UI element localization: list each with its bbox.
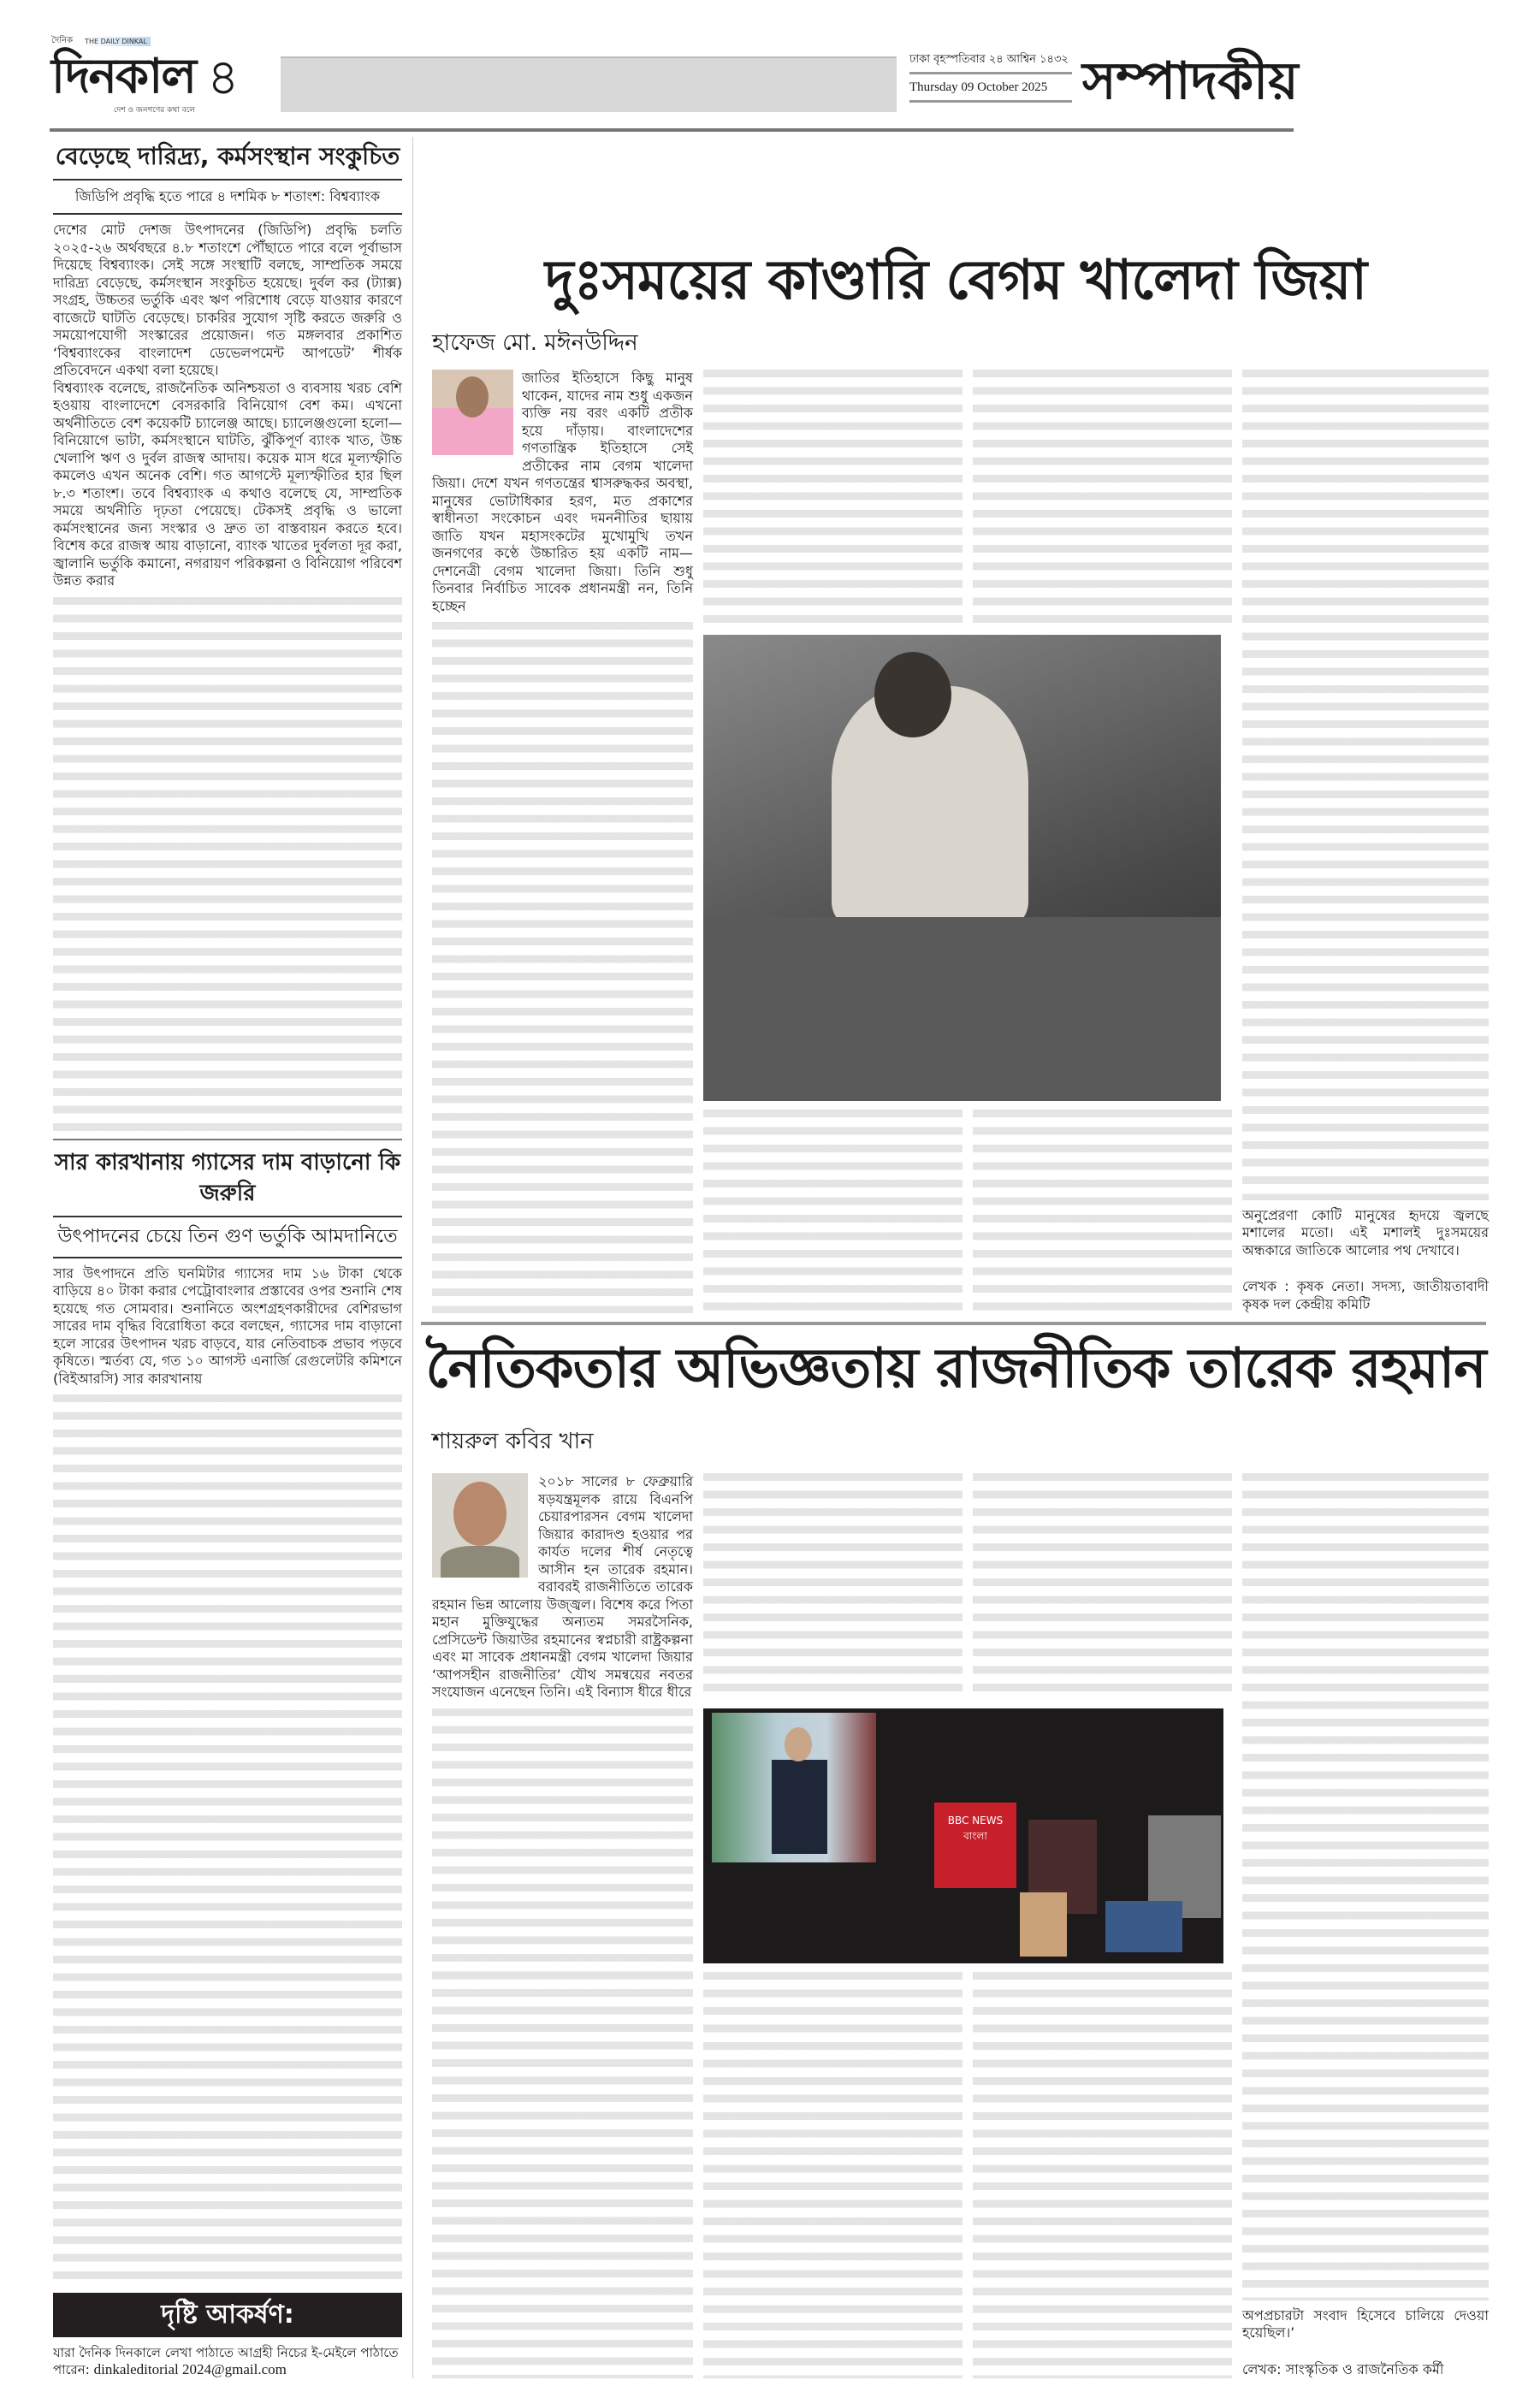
article2-author-note: লেখক: সাংস্কৃতিক ও রাজনৈতিক কর্মী bbox=[1242, 2360, 1444, 2377]
text-continuation bbox=[973, 1110, 1232, 1313]
text-row bbox=[703, 1473, 1232, 1700]
author-photo bbox=[432, 1473, 528, 1578]
article1-body bbox=[432, 370, 693, 615]
masthead-logo-block bbox=[51, 34, 195, 115]
divider bbox=[53, 1257, 402, 1258]
notice-message: যারা দৈনিক দিনকালে লেখা পাঠাতে আগ্রহী নিচের ই-মেইলে পাঠাতে পারেন: bbox=[53, 2345, 399, 2377]
divider bbox=[53, 1139, 402, 1140]
masthead bbox=[51, 34, 240, 115]
text-continuation bbox=[703, 370, 962, 626]
divider bbox=[53, 179, 402, 181]
article2-body bbox=[432, 1473, 693, 1702]
text-continuation bbox=[1242, 370, 1489, 1200]
notice-email-link[interactable]: dinkaleditorial 2024@gmail.com bbox=[93, 2361, 287, 2377]
left-story2-body bbox=[53, 1265, 402, 1388]
article2-column-1 bbox=[432, 1473, 693, 2378]
column-separator bbox=[412, 137, 413, 2378]
date-divider bbox=[909, 100, 1072, 103]
masthead-prefix: দৈনিক bbox=[51, 36, 74, 45]
advertisement-placeholder bbox=[281, 56, 897, 112]
text-continuation bbox=[432, 1708, 693, 2379]
bbc-interview-photo bbox=[703, 1708, 1223, 1963]
masthead-rule bbox=[50, 128, 1294, 132]
date-bengali: ঢাকা বৃহস্পতিবার ২৪ আশ্বিন ১৪৩২ bbox=[909, 53, 1069, 66]
khaleda-zia-photo bbox=[703, 635, 1221, 1101]
paragraph: ২০১৮ সালের ৮ ফেব্রুয়ারি ষড়যন্ত্রমূলক রায়ে বিএনপি চেয়ারপারসন বেগম খালেদা জিয়ার কারাদণ্ড হওয়ার পর কার্যত দলের শীর্ষ নেতৃত্বে আসীন হন তারেক রহমান। বরাবরই রাজনীতিতে তারেক রহমান ভিন্ন আলোয় উজ্জ্বল। বিশেষ করে পিতা মহান মুক্তিযুদ্ধের অন্যতম সমরসৈনিক, প্রেসিডেন্ট জিয়াউর রহমানের স্বপ্নচারী রাষ্ট্রকল্পনা এবং মা সাবেক প্রধানমন্ত্রী বেগম খালেদা জিয়ার ‘আপসহীন রাজনীতির’ যৌথ সমন্বয়ের নবতর সংযোজন এনেছেন তিনি। এই বিন্যাস ধীরে ধীরে bbox=[432, 1473, 693, 1700]
divider bbox=[53, 1216, 402, 1217]
left-story2-headline: সার কারখানায় গ্যাসের দাম বাড়ানো কি জরুরি bbox=[54, 1149, 401, 1206]
article1-headline: দুঃসময়ের কাণ্ডারি বেগম খালেদা জিয়া bbox=[544, 249, 1367, 312]
text-continuation bbox=[53, 597, 402, 1132]
article1-closing: অনুপ্রেরণা কোটি মানুষের হৃদয়ে জ্বলছে মশালের মতো। এই মশালই দুঃসময়ের অন্ধকারে জাতিকে আলোর পথ দেখাবে। bbox=[1242, 1206, 1489, 1258]
article-divider bbox=[421, 1322, 1486, 1325]
article1-columns bbox=[421, 370, 1490, 1313]
article2-headline: নৈতিকতার অভিজ্ঞতায় রাজনীতিক তারেক রহমান bbox=[425, 1337, 1486, 1400]
text-continuation bbox=[973, 1972, 1232, 2378]
text-continuation bbox=[973, 370, 1232, 626]
date-divider bbox=[909, 72, 1072, 74]
paragraph: বিশ্বব্যাংক বলেছে, রাজনৈতিক অনিশ্চয়তা ও ব্যবসায় খরচ বেশি হওয়ায় বাংলাদেশে বেসরকারি বিনিয়োগ বেশ কম। এখনো অর্থনীতিতে বেশ কয়েকটি চ্যালেঞ্জ আছে। চ্যালেঞ্জগুলো হলো— বিনিয়োগে ভাটা, কর্মসংস্থানে ঘাটতি, ঝুঁকিপূর্ণ ব্যাংক খাত, উচ্চ খেলাপি ঋণ ও দুর্বল রাজস্ব আদায়। কয়েক মাস ধরে মূল্যস্ফীতি কমলেও এখন অনেক বেশি। গত আগস্টে মূল্যস্ফীতির হার ছিল ৮.৩ শতাংশ। তবে বিশ্বব্যাংক এ কথাও বলেছে যে, সাম্প্রতিক সময়ে অর্থনীতি দৃঢ়তা পেয়েছে। টেকসই প্রবৃদ্ধি ও ভালো কর্মসংস্থানের জন্য সংস্কার ও দ্রুত তা বাস্তবায়ন করতে হবে। বিশেষ করে রাজস্ব আয় বাড়ানো, ব্যাংক খাতের দুর্বলতা দূর করা, জ্বালানি ভর্তুকি কমানো, নগরায়ণ পরিকল্পনা ও বিনিয়োগ পরিবেশ উন্নত করার bbox=[53, 379, 402, 589]
text-row bbox=[703, 1972, 1232, 2378]
masthead-topline bbox=[51, 34, 195, 49]
left-story1-subhead: জিডিপি প্রবৃদ্ধি হতে পারে ৪ দশমিক ৮ শতাংশ: বিশ্বব্যাংক bbox=[74, 188, 381, 204]
newspaper-logo: দিনকাল bbox=[51, 49, 196, 104]
section-title: সম্পাদকীয় bbox=[1082, 51, 1299, 111]
text-continuation bbox=[53, 1394, 402, 2286]
text-continuation bbox=[703, 1473, 962, 1700]
notice-text bbox=[53, 2344, 402, 2378]
article2-columns bbox=[421, 1473, 1490, 2378]
date-block bbox=[909, 53, 1076, 103]
paragraph: সার উৎপাদনে প্রতি ঘনমিটার গ্যাসের দাম ১৬ টাকা থেকে বাড়িয়ে ৪০ টাকা করার পেট্রোবাংলার প্রস্তাবের ওপর শুনানি শেষ হয়েছে গত সোমবার। শুনানিতে অংশগ্রহণকারীদের বেশিরভাগ সারের দাম বৃদ্ধির বিরোধিতা করে বলছেন, গ্যাসের দাম বাড়ানো হলে সারের উৎপাদন খরচ বাড়বে, যার নেতিবাচক প্রভাব পড়বে কৃষিতে। স্মর্তব্য যে, গত ১০ আগস্ট এনার্জি রেগুলেটরি কমিশনে (বিইআরসি) সার কারখানায় bbox=[53, 1264, 402, 1387]
author-photo bbox=[432, 370, 513, 455]
left-column bbox=[53, 141, 402, 2378]
text-continuation bbox=[703, 1110, 962, 1313]
article2 bbox=[421, 1336, 1490, 2378]
article1-byline: হাফেজ মো. মঈনউদ্দিন bbox=[432, 330, 638, 356]
article1-author-note: লেখক : কৃষক নেতা। সদস্য, জাতীয়তাবাদী কৃষক দল কেন্দ্রীয় কমিটি bbox=[1242, 1278, 1489, 1312]
left-story1-body bbox=[53, 222, 402, 590]
masthead-english-name: THE DAILY DINKAL bbox=[81, 37, 151, 46]
article2-closing: অপপ্রচারটা সংবাদ হিসেবে চালিয়ে দেওয়া হয়েছিল।’ bbox=[1242, 2306, 1489, 2341]
date-english: Thursday 09 October 2025 bbox=[909, 80, 1048, 94]
text-continuation bbox=[703, 1972, 962, 2378]
article2-columns-2-3 bbox=[703, 1473, 1232, 2378]
text-row bbox=[703, 1110, 1232, 1313]
paragraph: দেশের মোট দেশজ উৎপাদনের (জিডিপি) প্রবৃদ্ধি চলতি ২০২৫-২৬ অর্থবছরে ৪.৮ শতাংশে পৌঁছাতে পারে বলে পূর্বাভাস দিয়েছে বিশ্বব্যাংক। সেই সঙ্গে সংস্থাটি বলছে, সাম্প্রতিক সময়ে দারিদ্র্য বেড়েছে, কর্মসংস্থান সংকুচিত হয়েছে। দুর্বল কর (ট্যাক্স) সংগ্রহ, উচ্চতর ভর্তুকি এবং ঋণ পরিশোধ বেড়ে যাওয়ার কারণে বাজেটে ঘাটতি বেড়েছে। চাকরির সুযোগ সৃষ্টি করতে জরুরি ও সময়োপযোগী সংস্কারের প্রয়োজন। গত মঙ্গলবার প্রকাশিত ‘বিশ্বব্যাংকের বাংলাদেশ ডেভেলপমেন্ট আপডেট’ শীর্ষক প্রতিবেদনে একথা বলা হয়েছে। bbox=[53, 222, 402, 378]
left-story1-headline: বেড়েছে দারিদ্র্য, কর্মসংস্থান সংকুচিত bbox=[55, 142, 400, 170]
text-row bbox=[703, 370, 1232, 626]
article1-columns-2-3 bbox=[703, 370, 1232, 1313]
notice-title: দৃষ্টি আকর্ষণ: bbox=[53, 2293, 402, 2337]
article1-column-4 bbox=[1242, 370, 1489, 1313]
text-continuation bbox=[973, 1473, 1232, 1700]
article1-column-1 bbox=[432, 370, 693, 1313]
left-story2-subhead: উৎপাদনের চেয়ে তিন গুণ ভর্তুকি আমদানিতে bbox=[57, 1225, 398, 1247]
masthead-tagline: দেশ ও জনগণের কথা বলে bbox=[113, 106, 196, 115]
article1 bbox=[421, 248, 1490, 1313]
paragraph: জাতির ইতিহাসে কিছু মানুষ থাকেন, যাদের নাম শুধু একজন ব্যক্তি নয় বরং একটি প্রতীক হয়ে দাঁড়ায়। বাংলাদেশের গণতান্ত্রিক ইতিহাসে সেই প্রতীকের নাম বেগম খালেদা জিয়া। দেশে যখন গণতন্ত্রের শ্বাসরুদ্ধকর অবস্থা, মানুষের ভোটাধিকার হরণ, মত প্রকাশের স্বাধীনতা সংকোচন এবং দমননীতির ছায়ায় জাতি যখন মহাসংকটের মুখোমুখি তখন জনগণের কণ্ঠে উচ্চারিত হয় একটি নাম— দেশনেত্রী বেগম খালেদা জিয়া। তিনি শুধু তিনবার নির্বাচিত সাবেক প্রধানমন্ত্রী নন, তিনি হচ্ছেন bbox=[432, 370, 693, 614]
text-continuation bbox=[1242, 1473, 1489, 2300]
article2-column-4 bbox=[1242, 1473, 1489, 2378]
text-continuation bbox=[432, 622, 693, 1313]
article2-byline: শায়রুল কবির খান bbox=[432, 1429, 594, 1454]
divider bbox=[53, 213, 402, 215]
page-number: ৪ bbox=[207, 48, 240, 106]
bbc-news-bangla-logo: BBC NEWS বাংলা bbox=[934, 1803, 1016, 1888]
